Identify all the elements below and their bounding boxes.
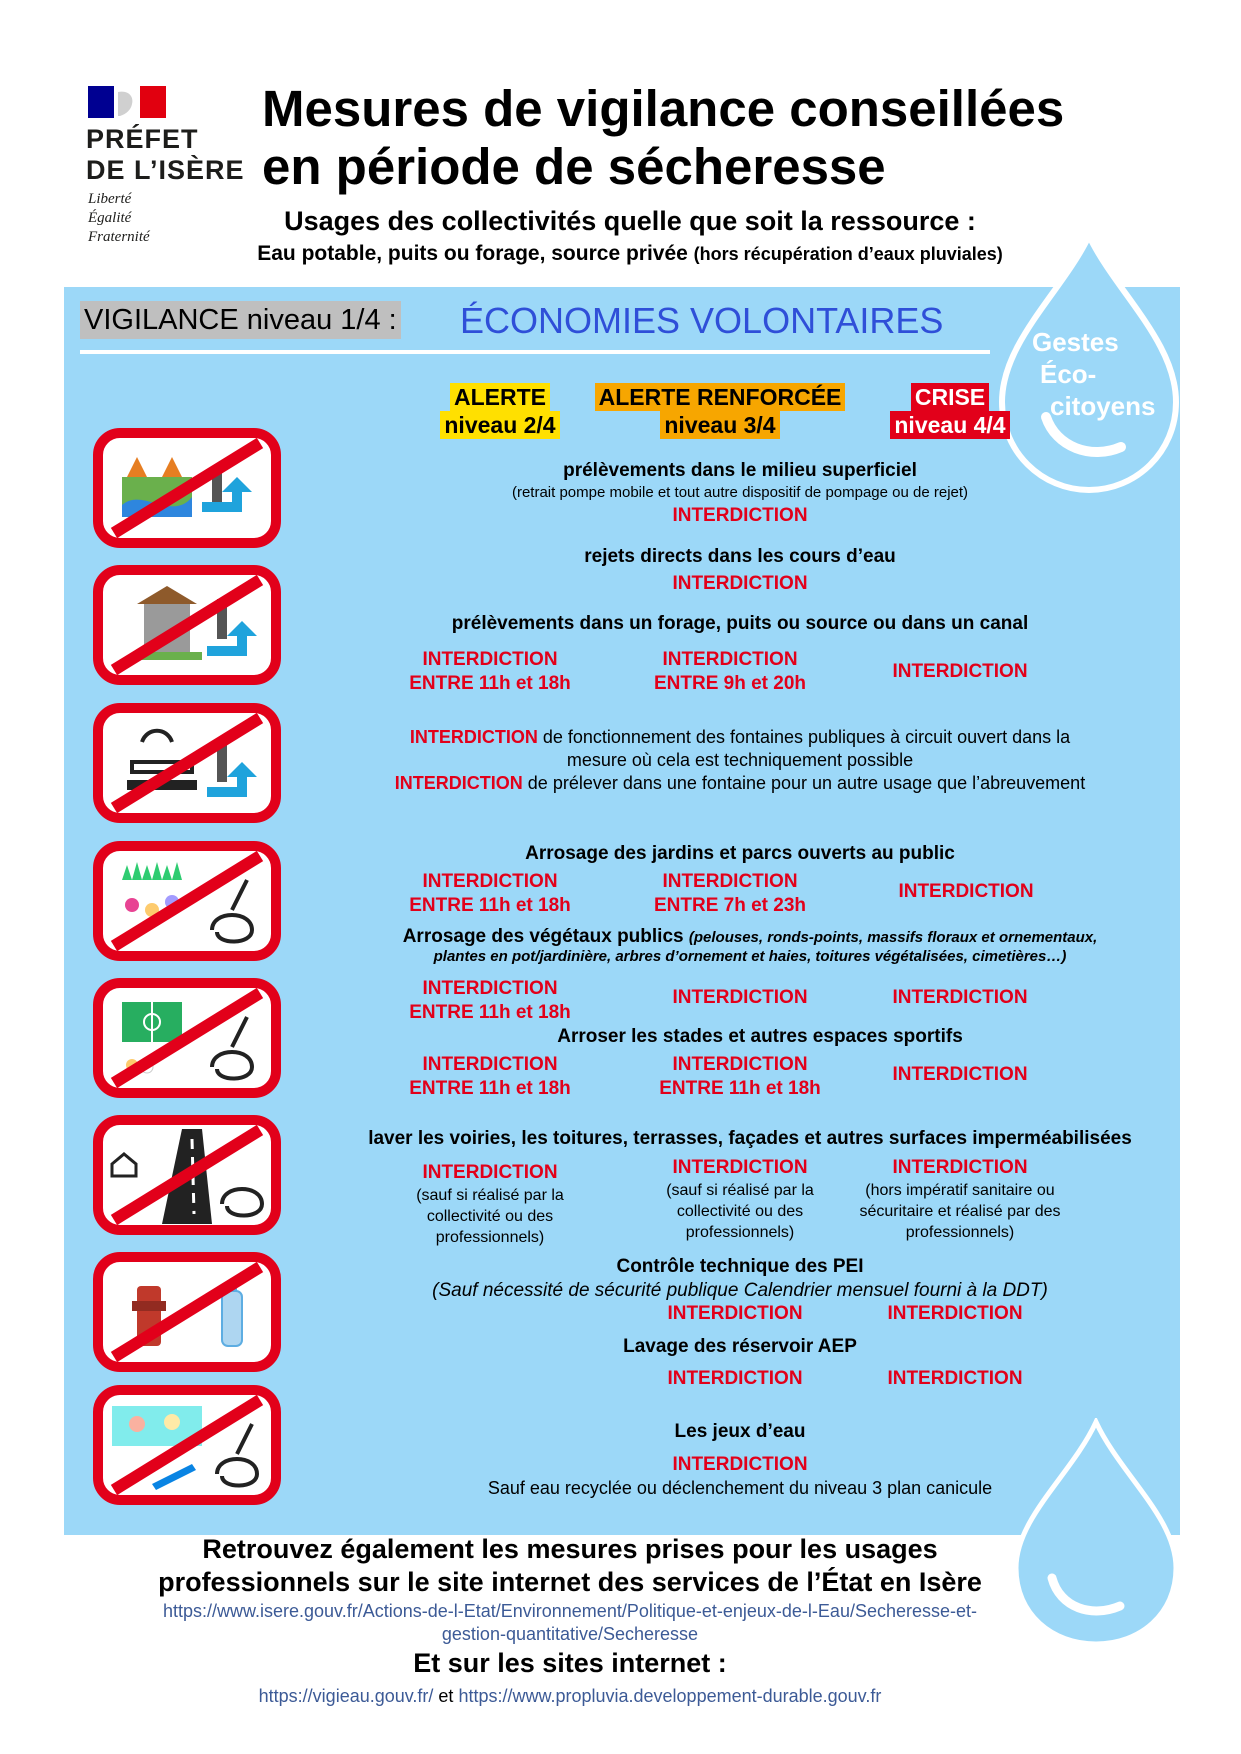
level-crise-num: niveau 4/4 [890, 411, 1009, 439]
row-aep-crise: INTERDICTION [887, 1368, 1023, 1389]
row-fontaines-line3 [320, 772, 1160, 795]
row-forage-alerte-a: INTERDICTION [422, 649, 558, 670]
row-stades-title: Arroser les stades et autres espaces sportifs [557, 1026, 963, 1047]
garden-watering-prohibited-icon [92, 840, 282, 962]
devise-fraternite: Fraternité [88, 229, 150, 245]
row-vegetaux-alerte-a: INTERDICTION [422, 978, 558, 999]
row-voiries-crise-note1: (hors impératif sanitaire ou [865, 1182, 1055, 1199]
divider [80, 350, 990, 354]
row-jardins-crise: INTERDICTION [898, 881, 1034, 902]
road-washing-prohibited-icon [92, 1114, 282, 1236]
level-crise-name: CRISE [911, 383, 989, 411]
row-forage-renforcee-b: ENTRE 9h et 20h [653, 673, 807, 694]
subtitle-resources [150, 242, 1110, 266]
vigilance-level-label: VIGILANCE niveau 1/4 : [80, 301, 401, 339]
badge-line2: Éco- [1040, 359, 1097, 389]
row-voiries-renforcee-note1: (sauf si réalisé par la [666, 1182, 814, 1199]
row-stades-renforcee [630, 1053, 850, 1101]
row-forage-crise: INTERDICTION [892, 661, 1028, 682]
level-renforcee-name: ALERTE RENFORCÉE [595, 383, 846, 411]
row-jardins-alerte [380, 870, 600, 918]
row-fontaines-interdiction-b: INTERDICTION [394, 773, 523, 793]
row-superficial-title: prélèvements dans le milieu superficiel [563, 460, 917, 481]
row-aep-renforcee: INTERDICTION [667, 1368, 803, 1389]
level-alerte-num: niveau 2/4 [440, 411, 559, 439]
prefet-line2: DE L’ISÈRE [86, 155, 245, 185]
level-alerte-name: ALERTE [450, 383, 550, 411]
row-voiries-alerte-note1: (sauf si réalisé par la [416, 1187, 564, 1204]
badge-line1: Gestes [1032, 327, 1119, 357]
row-vegetaux-alerte-b: ENTRE 11h et 18h [409, 1002, 571, 1023]
subtitle-resources-note: (hors récupération d’eaux pluviales) [693, 244, 1003, 264]
row-voiries-alerte-value: INTERDICTION [422, 1162, 558, 1183]
row-stades-alerte-b: ENTRE 11h et 18h [409, 1078, 571, 1099]
water-games-prohibited-icon [92, 1384, 282, 1506]
level-alerte-renforcee [580, 383, 860, 439]
level-renforcee-num: niveau 3/4 [660, 411, 779, 439]
row-forage-title: prélèvements dans un forage, puits ou source ou dans un canal [451, 613, 1029, 634]
row-fontaines-text-b: de prélever dans une fontaine pour un autre usage que l’abreuvement [522, 773, 1086, 793]
row-jeux-value: INTERDICTION [672, 1454, 808, 1475]
row-jardins-title: Arrosage des jardins et parcs ouverts au public [525, 843, 955, 864]
row-aep-title: Lavage des réservoir AEP [623, 1336, 857, 1357]
subtitle-resources-main: Eau potable, puits ou forage, source privée [257, 242, 688, 265]
row-vegetaux-crise: INTERDICTION [892, 987, 1028, 1008]
row-forage-renforcee [620, 648, 840, 696]
row-superficial-note: (retrait pompe mobile et tout autre dispositif de pompage ou de rejet) [511, 484, 969, 501]
row-voiries-alerte [380, 1161, 600, 1248]
devise-egalite: Égalité [88, 210, 132, 226]
row-voiries-alerte-note3: professionnels) [435, 1229, 545, 1246]
hydrant-reservoir-prohibited-icon [92, 1251, 282, 1373]
row-stades-alerte [380, 1053, 600, 1101]
fountain-prohibited-icon [92, 702, 282, 824]
row-jardins-alerte-a: INTERDICTION [422, 871, 558, 892]
row-jardins-renforcee [620, 870, 840, 918]
vigieau-link[interactable]: https://vigieau.gouv.fr/ [258, 1686, 434, 1706]
row-vegetaux-title: Arrosage des végétaux publics [402, 926, 684, 947]
subtitle: Usages des collectivités quelle que soit la ressource : [284, 206, 976, 236]
row-stades-alerte-a: INTERDICTION [422, 1054, 558, 1075]
eco-citoyens-label [1010, 326, 1180, 422]
prefet-label [86, 124, 245, 186]
devise [88, 190, 150, 247]
isere-link-line2[interactable]: gestion-quantitative/Secheresse [441, 1624, 699, 1644]
river-pumping-prohibited-icon [92, 427, 282, 549]
row-jeux-note: Sauf eau recyclée ou déclenchement du niveau 3 plan canicule [487, 1478, 993, 1498]
sports-field-watering-prohibited-icon [92, 977, 282, 1099]
row-forage-renforcee-a: INTERDICTION [662, 649, 798, 670]
row-voiries-renforcee-value: INTERDICTION [672, 1157, 808, 1178]
row-voiries-title: laver les voiries, les toitures, terrasses, façades et autres surfaces imperméabilisées [368, 1128, 1132, 1149]
row-fontaines-text-a: de fonctionnement des fontaines publiques à circuit ouvert dans la [537, 727, 1071, 747]
level-crise [880, 383, 1020, 439]
row-pei-note: (Sauf nécessité de sécurité publique Calendrier mensuel fourni à la DDT) [432, 1280, 1048, 1301]
row-superficial-value: INTERDICTION [672, 505, 808, 526]
footer-sites-and: et [433, 1686, 459, 1706]
row-stades-crise: INTERDICTION [892, 1064, 1028, 1085]
row-jardins-renforcee-b: ENTRE 7h et 23h [653, 895, 807, 916]
row-voiries-crise-value: INTERDICTION [892, 1157, 1028, 1178]
row-forage-alerte [380, 648, 600, 696]
row-fontaines-line1 [320, 726, 1160, 749]
row-vegetaux-alerte [380, 977, 600, 1025]
row-pei-crise: INTERDICTION [887, 1303, 1023, 1324]
row-voiries-renforcee [630, 1156, 850, 1243]
page-title [262, 80, 1162, 196]
propluvia-link[interactable]: https://www.propluvia.developpement-durable.gouv.fr [458, 1686, 882, 1706]
vigilance-economies: ÉCONOMIES VOLONTAIRES [460, 300, 944, 341]
row-voiries-alerte-note2: collectivité ou des [426, 1208, 554, 1225]
row-voiries-renforcee-note2: collectivité ou des [676, 1203, 804, 1220]
row-jardins-alerte-b: ENTRE 11h et 18h [409, 895, 571, 916]
isere-link[interactable] [70, 1600, 1070, 1646]
badge-line3: citoyens [1050, 391, 1156, 421]
row-rejets-value: INTERDICTION [672, 573, 808, 594]
row-stades-renforcee-a: INTERDICTION [672, 1054, 808, 1075]
row-forage-alerte-b: ENTRE 11h et 18h [409, 673, 571, 694]
row-voiries-crise [840, 1156, 1080, 1243]
footer-line2: professionnels sur le site internet des services de l’État en Isère [158, 1567, 982, 1597]
row-jardins-renforcee-a: INTERDICTION [662, 871, 798, 892]
row-vegetaux-note1: (pelouses, ronds-points, massifs floraux et ornementaux, [688, 929, 1098, 946]
level-alerte [420, 383, 580, 439]
footer-sites [70, 1686, 1070, 1707]
footer-text [70, 1533, 1070, 1599]
row-voiries-crise-note3: professionnels) [905, 1224, 1015, 1241]
title-line2: en période de sécheresse [262, 138, 886, 195]
title-line1: Mesures de vigilance conseillées [262, 80, 1065, 137]
row-pei-renforcee: INTERDICTION [667, 1303, 803, 1324]
footer-sites-title: Et sur les sites internet : [413, 1648, 727, 1678]
footer-line1: Retrouvez également les mesures prises pour les usages [202, 1534, 938, 1564]
row-jeux-title: Les jeux d’eau [674, 1421, 806, 1442]
row-fontaines-interdiction-a: INTERDICTION [409, 727, 538, 747]
row-vegetaux-note2: plantes en pot/jardinière, arbres d’ornement et haies, toitures végétalisées, cimetières…) [433, 948, 1067, 965]
row-rejets-title: rejets directs dans les cours d’eau [584, 546, 896, 567]
isere-link-line1[interactable]: https://www.isere.gouv.fr/Actions-de-l-Etat/Environnement/Politique-et-enjeux-de-l-Eau/Secheresse-et- [162, 1601, 978, 1621]
row-fontaines-line2: mesure où cela est techniquement possible [566, 750, 914, 770]
row-vegetaux-title-line [330, 926, 1170, 948]
row-stades-renforcee-b: ENTRE 11h et 18h [659, 1078, 821, 1099]
row-voiries-crise-note2: sécuritaire et réalisé par des [859, 1203, 1061, 1220]
marianne-logo [88, 86, 166, 118]
prefet-line1: PRÉFET [86, 124, 199, 154]
row-vegetaux-renforcee: INTERDICTION [672, 987, 808, 1008]
well-pumping-prohibited-icon [92, 564, 282, 686]
row-pei-title: Contrôle technique des PEI [616, 1256, 864, 1277]
devise-liberte: Liberté [88, 191, 132, 207]
row-voiries-renforcee-note3: professionnels) [685, 1224, 795, 1241]
